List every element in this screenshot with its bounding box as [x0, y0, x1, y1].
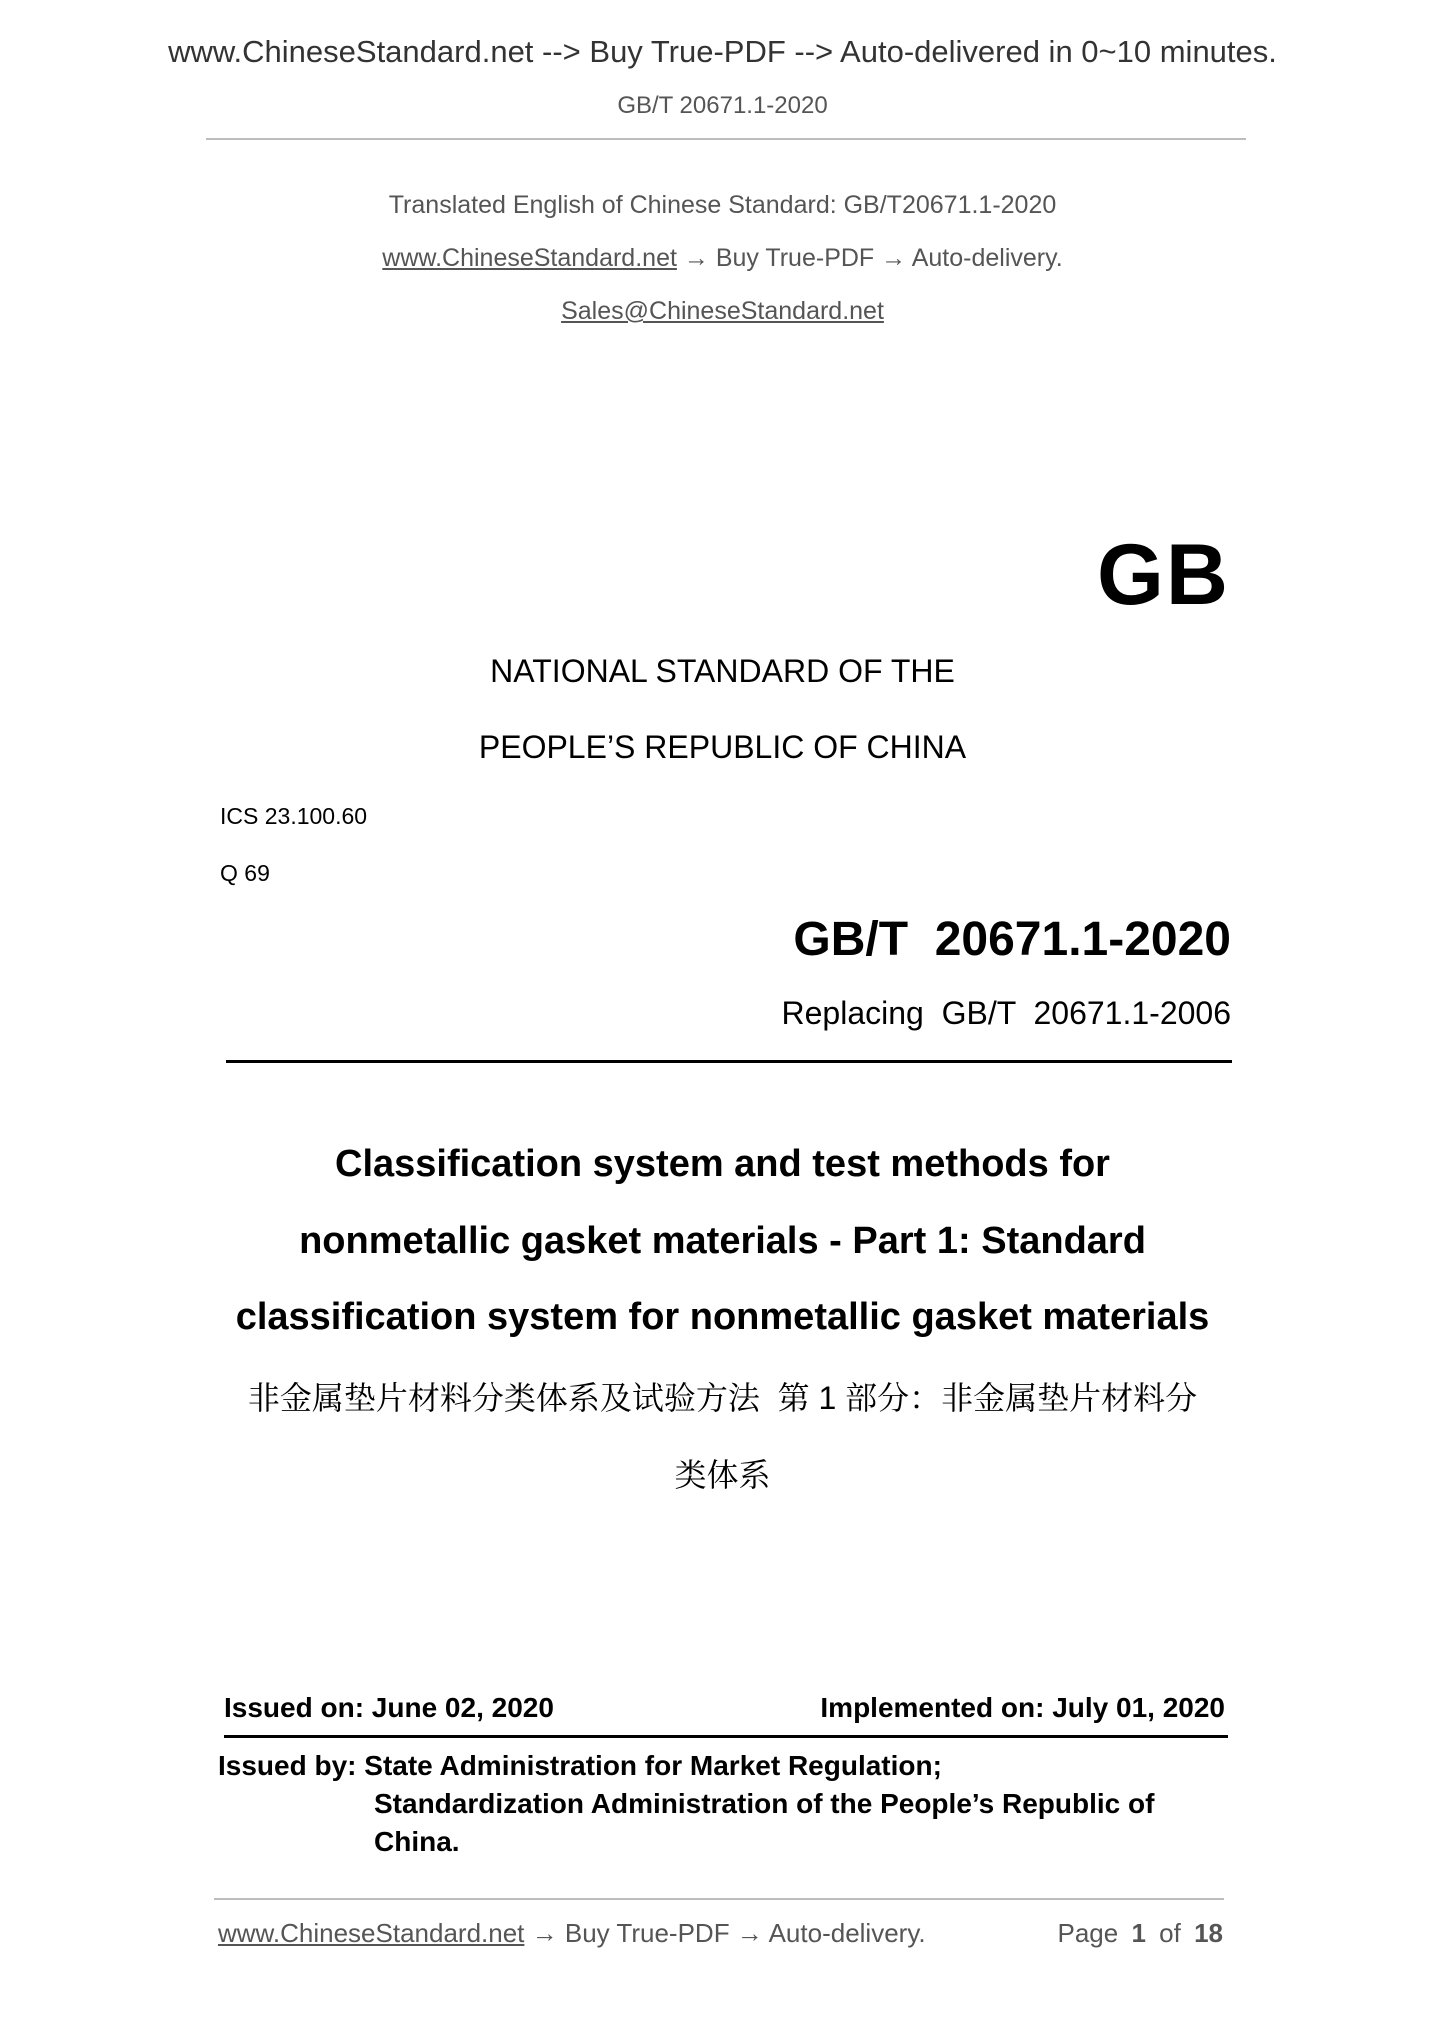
- footer-divider: [214, 1898, 1224, 1900]
- ics-code: ICS 23.100.60: [220, 803, 368, 829]
- issued-by-line-3: China.: [374, 1826, 460, 1857]
- page-total: 18: [1194, 1918, 1223, 1948]
- issued-by-line-1: Issued by: State Administration for Market Regulation;: [218, 1750, 942, 1781]
- standard-number: GB/T 20671.1-2020: [793, 913, 1231, 966]
- email-link[interactable]: Sales@ChineseStandard.net: [561, 297, 884, 325]
- header-code: GB/T 20671.1-2020: [617, 92, 828, 119]
- page-indicator: [1057, 1918, 1223, 1949]
- dates-divider: [224, 1735, 1228, 1738]
- title-line-1: Classification system and test methods for: [335, 1143, 1110, 1185]
- title-line-2: nonmetallic gasket materials - Part 1: Standard: [299, 1220, 1146, 1262]
- site-link[interactable]: www.ChineseStandard.net: [382, 244, 677, 272]
- issued-on: Issued on: June 02, 2020: [224, 1692, 554, 1723]
- header-divider: [206, 138, 1246, 140]
- replacing-note: Replacing GB/T 20671.1-2006: [781, 995, 1231, 1031]
- page-label: Page: [1057, 1918, 1119, 1948]
- buy-line-wrapper: [0, 244, 1445, 273]
- footer-site-link[interactable]: www.ChineseStandard.net: [218, 1918, 525, 1948]
- footer-left: [218, 1918, 926, 1949]
- gb-logo: GB: [1097, 527, 1230, 623]
- issued-by-line-2: Standardization Administration of the People’s Republic of: [374, 1788, 1155, 1819]
- page-number: 1: [1131, 1918, 1146, 1948]
- buy-line: → Buy True-PDF → Auto-delivery.: [683, 244, 1063, 272]
- footer-buy-text: → Buy True-PDF → Auto-delivery.: [531, 1918, 926, 1948]
- translated-line: Translated English of Chinese Standard: GB/T20671.1-2020: [388, 191, 1057, 219]
- title-line-3: classification system for nonmetallic gasket materials: [235, 1296, 1210, 1338]
- national-line-2: PEOPLE’S REPUBLIC OF CHINA: [478, 729, 967, 765]
- of-label: of: [1159, 1918, 1181, 1948]
- implemented-on: Implemented on: July 01, 2020: [820, 1692, 1225, 1723]
- number-divider: [226, 1060, 1232, 1063]
- q-code: Q 69: [220, 860, 270, 886]
- chinese-title-line-1: 非金属垫片材料分类体系及试验方法 第 1 部分：非金属垫片材料分: [247, 1380, 1198, 1416]
- chinese-title-line-2: 类体系: [674, 1457, 771, 1493]
- national-line-1: NATIONAL STANDARD OF THE: [490, 653, 955, 689]
- email-wrapper: [0, 297, 1445, 326]
- top-banner: www.ChineseStandard.net --> Buy True-PDF --> Auto-delivered in 0~10 minutes.: [168, 34, 1277, 69]
